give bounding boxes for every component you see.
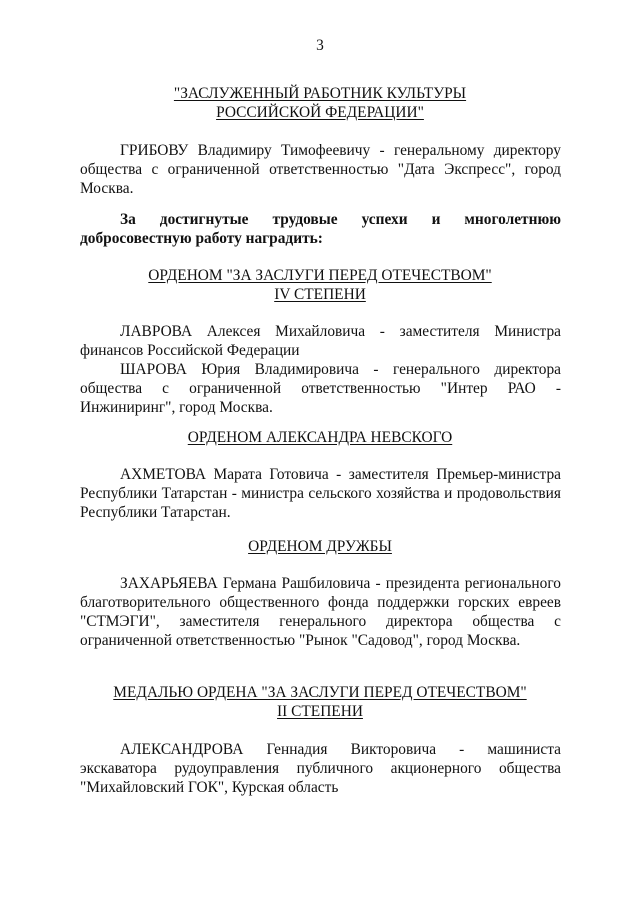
awardee-paragraph-aleksandrov — [80, 740, 561, 797]
order-merit-iv-line-1: ОРДЕНОМ "ЗА ЗАСЛУГИ ПЕРЕД ОТЕЧЕСТВОМ" — [148, 267, 492, 284]
instruction-text: За достигнутые трудовые успехи и многолетнюю добросовестную работу наградить: — [80, 211, 561, 247]
award-title-line-2: РОССИЙСКОЙ ФЕДЕРАЦИИ" — [216, 104, 424, 121]
order-friendship-line-1: ОРДЕНОМ ДРУЖБЫ — [248, 538, 392, 555]
award-instruction — [80, 210, 561, 248]
medal-merit-ii-line-1: МЕДАЛЬЮ ОРДЕНА "ЗА ЗАСЛУГИ ПЕРЕД ОТЕЧЕСТВОМ" — [113, 684, 527, 701]
awardee-paragraph-akhmetov — [80, 465, 561, 522]
awardee-paragraph-zakharyaev — [80, 574, 561, 650]
awardee-paragraph-gribov — [80, 141, 561, 198]
order-merit-iv-line-2: IV СТЕПЕНИ — [274, 286, 366, 303]
order-merit-iv-heading — [60, 266, 580, 304]
medal-merit-ii-line-2: II СТЕПЕНИ — [277, 703, 363, 720]
award-title-line-1: "ЗАСЛУЖЕННЫЙ РАБОТНИК КУЛЬТУРЫ — [173, 85, 467, 102]
award-title-heading — [60, 84, 580, 122]
awardee-text: ЗАХАРЬЯЕВА Германа Рашбиловича - президента регионального благотворительного общественного фонда поддержки горских евреев "СТМЭГИ", заместителя генерального директора общества с ограниченной ответственностью "Рынок "Садовод", город Москва. — [80, 575, 561, 649]
order-nevsky-line-1: ОРДЕНОМ АЛЕКСАНДРА НЕВСКОГО — [187, 429, 453, 446]
page-number: 3 — [316, 37, 324, 54]
awardee-text: ЛАВРОВА Алексея Михайловича - заместителя Министра финансов Российской Федерации — [80, 323, 561, 359]
awardee-text: ГРИБОВУ Владимиру Тимофеевичу - генеральному директору общества с ограниченной ответственностью "Дата Экспресс", город Москва. — [80, 142, 561, 197]
medal-merit-ii-heading — [60, 683, 580, 721]
awardee-text: ШАРОВА Юрия Владимировича - генерального директора общества с ограниченной ответственностью "Интер РАО - Инжиниринг", город Москва. — [80, 361, 561, 416]
order-friendship-heading — [60, 537, 580, 556]
awardee-text: АХМЕТОВА Марата Готовича - заместителя Премьер-министра Республики Татарстан - министра сельского хозяйства и продовольствия Республики Татарстан. — [80, 466, 561, 521]
awardee-text: АЛЕКСАНДРОВА Геннадия Викторовича - машиниста экскаватора рудоуправления публичного акционерного общества "Михайловский ГОК", Курская область — [80, 741, 561, 796]
order-nevsky-heading — [60, 428, 580, 447]
awardee-paragraph-lavrov — [80, 322, 561, 417]
